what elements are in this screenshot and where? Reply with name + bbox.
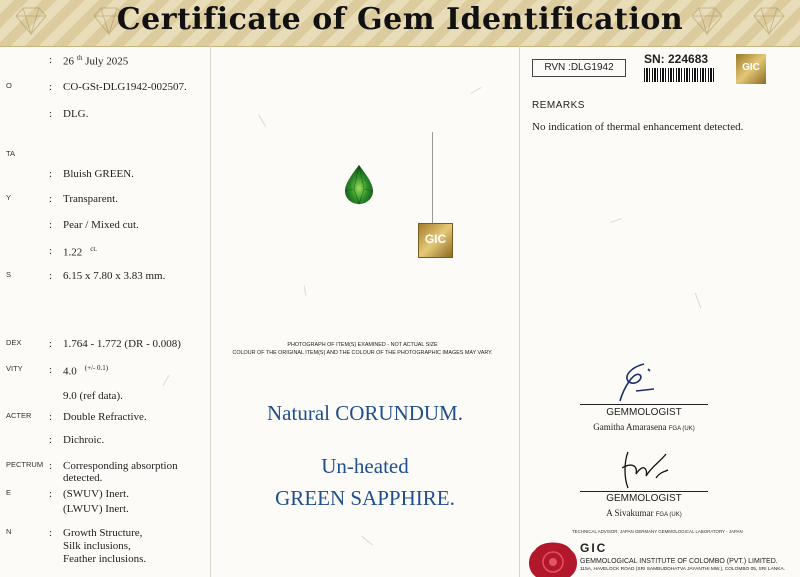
institute-address: 115A, HAVELOCK ROAD (SRI SAMBUDDHATVA JAYANTHI MW.), COLOMBO 05, SRI LANKA. [580, 567, 785, 572]
signature-1 [614, 361, 664, 405]
paper-fibre [695, 293, 701, 308]
gemmologist-1-name: Gamitha Amarasena FGA (UK) [593, 422, 695, 432]
gic-photo-logo: GIC [418, 223, 453, 258]
certificate-title: Certificate of Gem Identification [116, 2, 684, 37]
paper-fibre [471, 87, 482, 94]
header-banner [0, 0, 800, 47]
barcode [644, 68, 714, 82]
paper-fibre [361, 536, 372, 546]
photo-caption: PHOTOGRAPH OF ITEM(S) EXAMINED - NOT ACTUAL SIZE COLOUR OF THE ORIGINAL ITEM(S) AND THE COLOUR OF THE PHOTOGRAPHIC IMAGES MAY VARY. [232, 342, 493, 356]
gemmologist-1-title: GEMMOLOGIST [606, 407, 682, 418]
serial-number: SN: 224683 [644, 52, 709, 66]
paper-fibre [258, 114, 266, 127]
variety-text: GREEN SAPPHIRE. [275, 486, 455, 510]
institute-name: GEMMOLOGICAL INSTITUTE OF COLOMBO (PVT.) LIMITED. [580, 558, 778, 565]
rvn-box: RVN :DLG1942 [532, 59, 626, 77]
remarks-text: No indication of thermal enhancement detected. [532, 121, 744, 133]
wax-seal [527, 540, 579, 577]
paper-fibre [304, 285, 307, 295]
species-text: Natural CORUNDUM. [267, 401, 463, 425]
certificate: Certificate of Gem Identification : 26 $^{th}$ July 2025 O : CO-GSt-DLG1942-002507. : DLG. TA : Bluish GREEN. Y : Transparent. : Pear / Mixed cut. : 1.22 $^{ct.}$ S : 6.15 x 7.80 x 3.83 mm. DEX : 1.764 - 1.772 (DR - 0.008) VITY : 4.0 $^{(+/- 0.1)}$ 9.0 (ref data). ACTER : Double Refractive. : Dichroic. PECTRUM : Corresponding absorption detected. E : (SWUV) Inert. (LWUV) Inert. N : Growth Structure, Silk inclusions, Feather inclusions. GIC PHOTOGRAPH OF ITEM(S) EXAMINED - NOT ACTUAL SIZE COLOUR OF THE ORIGINAL ITEM(S) AND THE COLOUR OF THE PHOTOGRAPHIC IMAGES MAY VARY. Natural CORUNDUM. Un-heated GREEN SAPPHIRE. RVN :DLG1942 SN: 224683 GIC REMARKS No indication of thermal enhancement detected. GEMMOLOGIST Gamitha Amarasena FGA (UK) GEMMOLOGIST A Sivakumar FGA (UK) TECHNICAL ADVISOR: JAPAN GERMANY GEMMOLOGICAL LABORATORY - JAPAN GIC GEMMOLOGICAL INSTITUTE OF COLOMBO (PVT.) LIMITED. 115A, HAVELOCK ROAD (SRI SAMBUDDHATVA JAYANTHI MW.), COLOMBO 05, SRI LANKA. [0, 0, 800, 577]
pointer-line [432, 132, 433, 237]
signature-2 [616, 448, 672, 492]
signature-line [580, 404, 708, 405]
gemmologist-2-name: A Sivakumar FGA (UK) [606, 508, 682, 518]
paper-fibre [610, 218, 622, 223]
gemstone-photo [342, 163, 376, 205]
gic-logo: GIC [736, 54, 766, 84]
gemmologist-2-title: GEMMOLOGIST [606, 493, 682, 504]
paper-fibre [163, 375, 170, 386]
treatment-text: Un-heated [321, 454, 409, 478]
remarks-title: REMARKS [532, 100, 585, 111]
gic-wordmark: GIC [580, 541, 608, 555]
technical-advisor: TECHNICAL ADVISOR: JAPAN GERMANY GEMMOLOGICAL LABORATORY - JAPAN [572, 529, 743, 534]
signature-line [580, 491, 708, 492]
